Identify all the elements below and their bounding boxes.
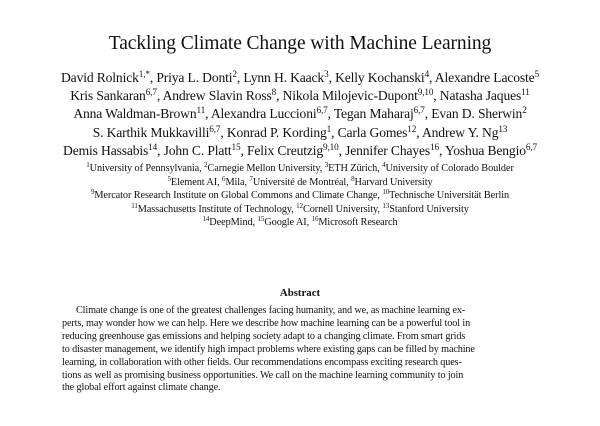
author-line: S. Karthik Mukkavilli$^{6,7}$, Konrad P. Kording$^1$, Carla Gomes$^{12}$, Andrew Y. Ng$^{13}$	[92, 123, 508, 140]
author-name: Andrew Slavin Ross	[162, 88, 272, 104]
affiliation-line: $^{11}$Massachusetts Institute of Technology, $^{12}$Cornell University, $^{13}$Stanford University	[131, 201, 469, 215]
author-name: David Rolnick	[61, 70, 139, 85]
paper-title: Tackling Climate Change with Machine Learning	[108, 33, 492, 54]
affiliation-mark: 14	[202, 215, 210, 224]
affiliation-mark: 5	[167, 174, 171, 183]
author-affiliation-mark: 1,*	[138, 68, 150, 79]
abstract-line: the global effort against climate change.	[62, 382, 221, 394]
author-name: Nikola Milojevic-Dupont	[282, 88, 418, 104]
affiliation-name: Element AI	[170, 176, 218, 188]
abstract-line: reducing greenhouse gas emissions and helping society adapt to a changing climate. From smart grids	[62, 330, 466, 342]
affiliation-line: $^1$University of Pennsylvania, $^2$Carnegie Mellon University, $^3$ETH Zürich, $^4$University of Colorado Boulder	[86, 161, 514, 174]
author-name: Natasha Jaques	[439, 88, 522, 104]
affiliation-mark: 15	[257, 215, 265, 224]
affiliation-mark: 4	[382, 161, 386, 170]
author-affiliation-mark: 6,7	[316, 105, 328, 116]
affiliation-line: $^9$Mercator Research Institute on Global Commons and Climate Change, $^{10}$Technische Universität Berlin	[90, 188, 510, 202]
author-affiliation-mark: 6,7	[525, 141, 537, 152]
author-affiliation-mark: 12	[407, 123, 417, 134]
author-name: Demis Hassabis	[63, 142, 149, 158]
author-name: Evan D. Sherwin	[431, 106, 523, 122]
author-affiliation-mark: 9,10	[417, 87, 434, 98]
abstract-line: Climate change is one of the greatest challenges facing humanity, and we, as machine learning ex-	[76, 305, 466, 316]
affiliation-name: ETH Zürich	[328, 163, 378, 174]
author-affiliation-mark: 8	[271, 87, 277, 98]
author-affiliation-mark: 5	[534, 68, 539, 79]
affiliation-name: Cornell University	[302, 203, 378, 215]
author-line: David Rolnick$^{1,*}$, Priya L. Donti$^2$, Lynn H. Kaack$^3$, Kelly Kochanski$^4$, Alexandre Lacoste$^5$	[61, 68, 539, 85]
author-affiliation-mark: 1	[326, 123, 332, 134]
author-name: Kris Sankaran	[70, 88, 146, 104]
affiliation-mark: 12	[296, 201, 303, 210]
affiliation-mark: 11	[131, 201, 138, 210]
affiliation-mark: 13	[382, 201, 390, 210]
author-name: S. Karthik Mukkavilli	[92, 124, 210, 140]
author-line: Anna Waldman-Brown$^{11}$, Alexandra Luccioni$^{6,7}$, Tegan Maharaj$^{6,7}$, Evan D. Sherwin$^2$	[73, 105, 527, 122]
author-name: Anna Waldman-Brown	[73, 106, 197, 122]
affiliation-mark: 10	[382, 188, 390, 197]
author-affiliation-mark: 14	[148, 141, 158, 152]
abstract-body	[62, 305, 540, 395]
affiliation-mark: 8	[351, 174, 355, 183]
affiliation-name: Harvard University	[354, 176, 433, 188]
affiliation-name: Université de Montréal	[252, 176, 347, 188]
affiliation-name: University of Pennsylvania	[89, 163, 200, 174]
author-affiliation-mark: 16	[430, 141, 439, 152]
abstract-line: learning, in collaboration with other fields. Our recommendations encompass exciting research ques-	[62, 356, 462, 368]
author-name: Alexandra Luccioni	[210, 106, 317, 122]
affiliation-mark: 2	[204, 161, 208, 170]
affiliation-name: Mila	[225, 176, 245, 188]
author-name: Jennifer Chayes	[345, 142, 431, 158]
affiliation-mark: 9	[90, 188, 95, 197]
author-affiliation-mark: 4	[424, 68, 430, 79]
affiliation-mark: 6	[222, 174, 226, 183]
author-affiliation-mark: 2	[232, 68, 237, 79]
abstract-line: perts, may wonder how we can help. Here we describe how machine learning can be a powerful tool in	[62, 317, 471, 329]
author-affiliation-mark: 6,7	[413, 105, 425, 116]
author-affiliation-mark: 6,7	[145, 87, 157, 98]
affiliation-mark: 3	[324, 161, 329, 170]
author-name: Yoshua Bengio	[444, 142, 526, 158]
author-affiliation-mark: 2	[522, 105, 527, 116]
affiliation-mark: 1	[86, 161, 90, 170]
author-affiliation-mark: 3	[324, 68, 329, 79]
affiliation-name: Technische Universität Berlin	[389, 190, 510, 202]
author-affiliation-mark: 13	[498, 123, 508, 134]
affiliation-mark: 16	[311, 215, 319, 224]
author-name: John C. Platt	[163, 142, 232, 158]
affiliation-line: $^{14}$DeepMind, $^{15}$Google AI, $^{16}$Microsoft Research	[202, 215, 398, 229]
author-affiliation-mark: 11	[196, 105, 206, 116]
abstract-heading: Abstract	[279, 287, 321, 299]
author-name: Lynn H. Kaack	[243, 70, 325, 85]
author-affiliation-mark: 15	[231, 141, 241, 152]
author-list	[30, 69, 570, 160]
author-name: Konrad P. Kording	[226, 124, 327, 140]
affiliation-name: Stanford University	[389, 203, 469, 215]
affiliation-name: University of Colorado Boulder	[385, 163, 514, 174]
author-name: Alexandre Lacoste	[434, 70, 535, 85]
affiliation-list	[20, 162, 580, 230]
author-line: Kris Sankaran$^{6,7}$, Andrew Slavin Ross$^8$, Nikola Milojevic-Dupont$^{9,10}$, Natasha Jaques$^{11}$	[70, 87, 530, 104]
affiliation-name: Google AI	[264, 217, 307, 229]
author-name: Priya L. Donti	[156, 70, 233, 85]
affiliation-name: Massachusetts Institute of Technology	[137, 203, 292, 215]
affiliation-name: Carnegie Mellon University	[207, 163, 320, 174]
affiliation-name: Microsoft Research	[318, 217, 398, 229]
abstract-line: tions as well as promising business opportunities. We call on the machine learning community to join	[62, 369, 464, 381]
affiliation-name: DeepMind	[209, 217, 253, 229]
author-line: Demis Hassabis$^{14}$, John C. Platt$^{15}$, Felix Creutzig$^{9,10}$, Jennifer Chayes$^{16}$, Yoshua Bengio$^{6,7}$	[63, 141, 537, 158]
author-name: Felix Creutzig	[246, 142, 324, 158]
affiliation-name: Mercator Research Institute on Global Commons and Climate Change	[94, 190, 378, 202]
affiliation-mark: 7	[249, 174, 253, 183]
author-name: Andrew Y. Ng	[421, 124, 499, 140]
author-name: Carla Gomes	[337, 124, 408, 140]
author-affiliation-mark: 6,7	[209, 123, 221, 134]
author-affiliation-mark: 11	[521, 87, 530, 98]
author-name: Tegan Maharaj	[333, 106, 414, 122]
abstract-line: to disaster management, we identify high impact problems where existing gaps can be filled by machine	[62, 343, 475, 355]
affiliation-line: $^5$Element AI, $^6$Mila, $^7$Université de Montréal, $^8$Harvard University	[167, 174, 433, 188]
author-affiliation-mark: 9,10	[323, 141, 339, 152]
author-name: Kelly Kochanski	[335, 70, 425, 85]
